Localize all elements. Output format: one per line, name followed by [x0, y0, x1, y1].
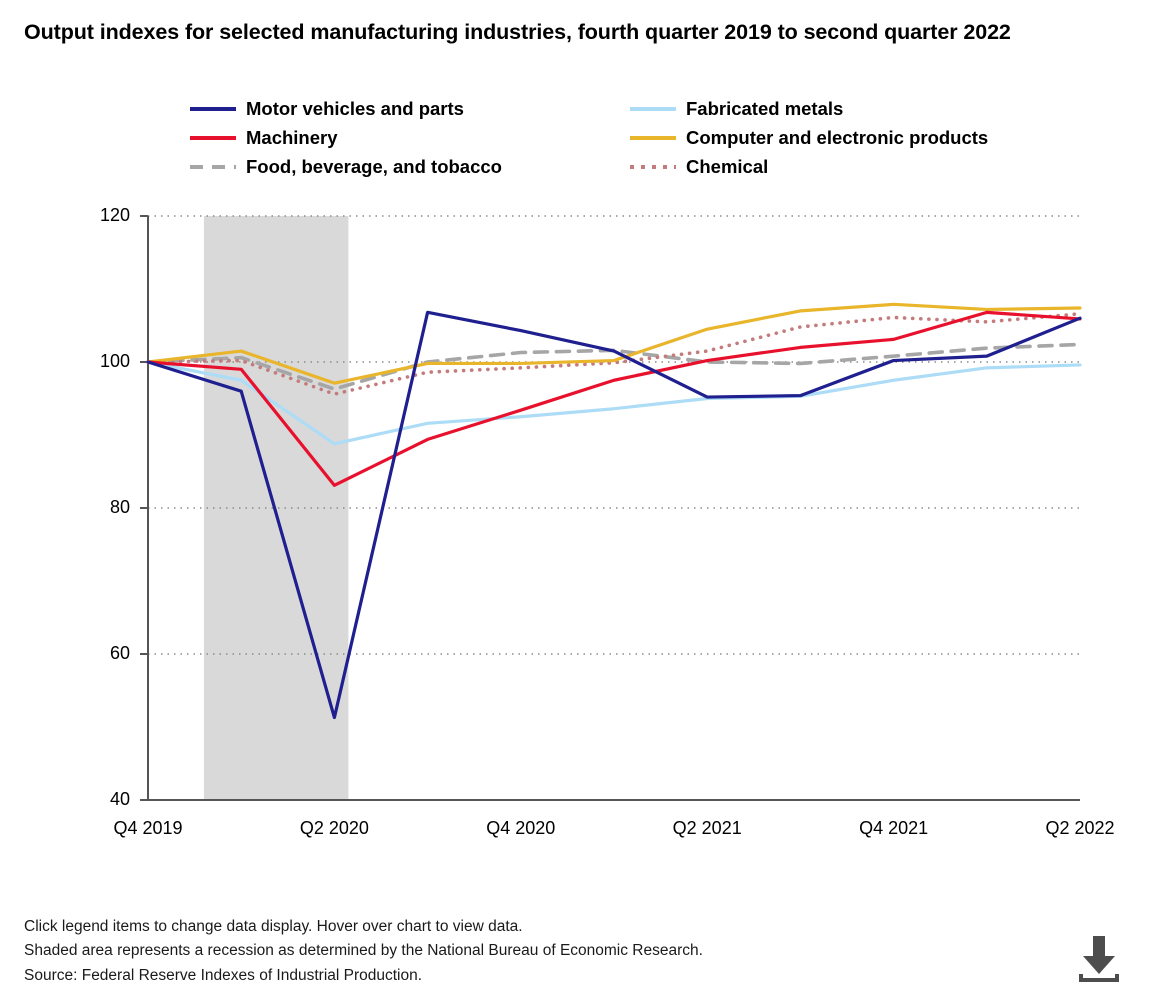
legend-label: Fabricated metals — [686, 97, 844, 119]
legend-label: Computer and electronic products — [686, 126, 989, 148]
y-axis-tick-label: 40 — [109, 789, 130, 809]
x-axis-tick-label: Q4 2020 — [486, 818, 556, 838]
legend-label: Food, beverage, and tobacco — [246, 155, 502, 177]
chart-footnotes — [24, 915, 703, 988]
x-axis-tick-label: Q2 2020 — [299, 818, 369, 838]
legend-label: Machinery — [246, 126, 338, 148]
legend-label: Chemical — [686, 155, 769, 177]
chart-title: Output indexes for selected manufacturing industries, fourth quarter 2019 to second quarter 2022 — [24, 20, 1011, 44]
x-axis-tick-label: Q2 2021 — [672, 818, 742, 838]
legend-label: Motor vehicles and parts — [246, 97, 464, 119]
y-axis-tick-label: 80 — [109, 497, 130, 517]
x-axis-tick-label: Q4 2019 — [113, 818, 183, 838]
y-axis-tick-label: 60 — [109, 643, 130, 663]
footnote-interaction: Click legend items to change data display. Hover over chart to view data. — [24, 918, 523, 935]
y-axis-tick-label: 100 — [99, 351, 130, 371]
footnote-recession: Shaded area represents a recession as determined by the National Bureau of Economic Research. — [24, 942, 703, 960]
x-axis-tick-label: Q4 2021 — [859, 818, 929, 838]
x-axis-tick-label: Q2 2022 — [1045, 818, 1115, 838]
download-icon[interactable] — [1074, 936, 1124, 982]
footnote-source: Source: Federal Reserve Indexes of Industrial Production. — [24, 966, 423, 984]
y-axis-tick-label: 120 — [99, 205, 130, 225]
